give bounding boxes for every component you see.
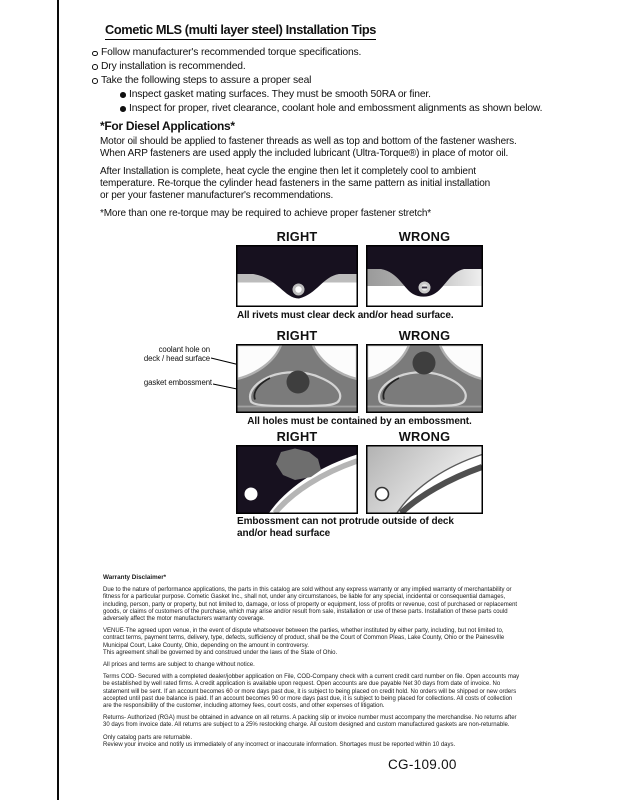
page-edge-line (57, 0, 59, 800)
diesel-heading: *For Diesel Applications* (100, 119, 235, 133)
diagram-protrusion-wrong (366, 445, 483, 514)
diesel-paragraph-3: *More than one re-torque may be required to achieve proper fastener stretch* (100, 208, 432, 219)
tip-sub-item (120, 88, 542, 102)
tip-text: Inspect for proper, rivet clearance, coolant hole and embossment alignments as shown below. (129, 102, 543, 114)
warranty-disclaimer (103, 574, 597, 754)
circle-bullet-icon (92, 78, 98, 84)
disclaimer-paragraph: All prices and terms are subject to change without notice. (103, 662, 255, 669)
wrong-label-row1: WRONG (398, 229, 451, 244)
page-title: Cometic MLS (multi layer steel) Installation Tips (105, 22, 376, 40)
tip-text: Dry installation is recommended. (101, 60, 246, 72)
tip-item (92, 60, 542, 74)
diagram-rivet-right (236, 245, 358, 307)
right-label-row3: RIGHT (276, 429, 318, 444)
diagram-embossment-right (236, 344, 358, 413)
tip-text: Follow manufacturer's recommended torque specifications. (101, 47, 362, 58)
diagram-embossment-wrong (366, 344, 483, 413)
annotation-coolant-hole: coolant hole on deck / head surface (143, 345, 210, 363)
caption-rivets: All rivets must clear deck and/or head surface. (237, 310, 454, 321)
disclaimer-paragraph: Due to the nature of performance applications, the parts in this catalog are sold without any express warranty or any implied warranty of merchantability or fitness for a particular purpose. Cometic Gasket Inc., shall not, under any circumstances, be liable for any special, incidental or consequential damages, including, person, party or property, but not limited to, damage, or loss of property or equipment, loss of profits or revenue, cost of purchased or replacement goods, or claims of customers of the purchase, which may arise and/or result from sale, installation or use of these parts. Installation of these parts could adversely affect the motor manufacturers warranty coverage. (103, 587, 518, 623)
tip-item (92, 46, 542, 60)
tip-sub-item (120, 102, 542, 116)
dot-bullet-icon (120, 106, 126, 112)
diagram-rivet-wrong (366, 245, 483, 307)
disclaimer-heading: Warranty Disclaimer* (103, 574, 167, 581)
wrong-label-row2: WRONG (398, 328, 451, 343)
tip-item (92, 74, 542, 88)
caption-holes: All holes must be contained by an embossment. (247, 416, 472, 427)
disclaimer-paragraph: Terms COD- Secured with a completed dealer/jobber application on File, COD-Company check with a current credit card number on file. Open accounts may be established by well rated firms. A credit application is available upon request. Open accounts are due payable Net 30 days from date of invoice. No statement will be sent. If an account becomes 60 or more days past due, it is subject to being placed on credit hold. No orders will be shipped or new orders accepted until past due balance is paid. If an account becomes 90 or more days past due, it is subject to being placed for collections. All costs of collection are the responsibility of the customer, including attorney fees, court costs, and other expenses of litigation. (103, 674, 520, 710)
disclaimer-paragraph: Only catalog parts are returnable. Review your invoice and notify us immediately of any incorrect or inaccurate information. Shortages must be reported within 10 days. (103, 734, 456, 748)
catalog-code: CG-109.00 (388, 757, 457, 772)
diagram-protrusion-right (236, 445, 358, 514)
dot-bullet-icon (120, 92, 126, 98)
diesel-paragraph-1: Motor oil should be applied to fastener threads as well as top and bottom of the fastener washers. When ARP fasteners are used apply the included lubricant (Ultra-Torque®) in place of motor oil. (100, 136, 517, 159)
wrong-label-row3: WRONG (398, 429, 451, 444)
circle-bullet-icon (92, 64, 98, 70)
diesel-paragraph-2: After Installation is complete, heat cycle the engine then let it completely cool to ambient temperature. Re-torque the cylinder head fasteners in the same pattern as initial installation or per your fastener manufacturer's recommendations. (100, 166, 491, 201)
right-label-row2: RIGHT (276, 328, 318, 343)
caption-protrusion: Embossment can not protrude outside of deck and/or head surface (237, 516, 454, 539)
annotation-gasket-embossment: gasket embossment (143, 378, 212, 387)
disclaimer-paragraph: Returns- Authorized (RGA) must be obtained in advance on all returns. A packing slip or invoice number must accompany the merchandise. No returns after 30 days from invoice date. All returns are subject to a 25% restocking charge. All custom designed and custom manufactured gaskets are non-returnable. (103, 715, 517, 729)
circle-bullet-icon (92, 51, 98, 57)
tips-list (92, 46, 542, 116)
tip-text: Inspect gasket mating surfaces. They must be smooth 50RA or finer. (129, 88, 431, 100)
disclaimer-paragraph: VENUE-The agreed upon venue, in the event of dispute whatsoever between the parties, whether instituted by either party, including, but not limited to, contract terms, payment terms, delivery, type, defects, sufficiency of product, shall be the Court of Common Pleas, Lake County, Ohio or the Painesville Municipal Court, Lake County, Ohio, depending on the amount in controversy. This agreement shall be governed by and construed under the laws of the State of Ohio. (103, 628, 505, 656)
right-label-row1: RIGHT (276, 229, 318, 244)
tip-text: Take the following steps to assure a proper seal (101, 74, 312, 86)
